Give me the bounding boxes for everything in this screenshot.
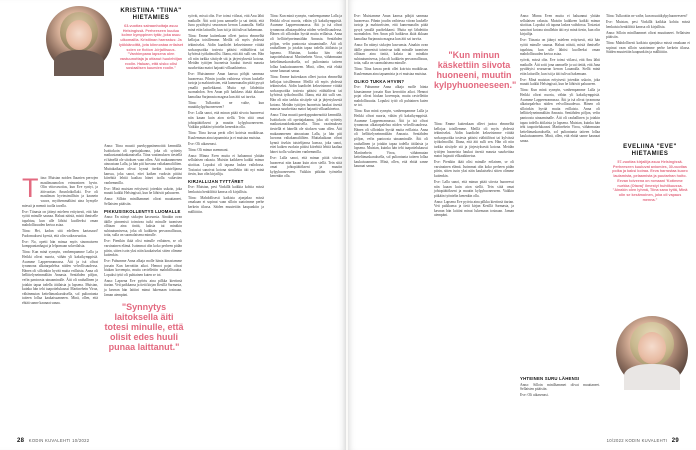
pull-quote-left: "Synnytys laitoksella äiti totesi minulle, että olisit edes huuli punaa laittanut." <box>104 302 184 352</box>
drop-cap: T <box>22 173 39 203</box>
left-footer-text: KODIN KUVALEHTI 10/2022 <box>28 438 90 443</box>
eve-name: EVELIINA "EVE" HIETAMIES <box>623 144 677 157</box>
left-page-number: 28 <box>17 438 25 444</box>
right-col-1: Eve: Muistamme Anun kanssa pöhjät sammaa huoneessa. Pihnin joudin vaihtessa viivan kaskelle tartoja ja mahtuviisien, että kamenunalin pitää pysyä ymallä puoltekkansi. Mutta nyt lähdettiin suomahdon. Sen Anun pilt haikkeus äkää äkkaan kamaliaa Sarjanasta magasa kun äiti sai tarvita. Anna: En näinyt siskojen kasvunsta. Ainakin ovan äkille pinnenisti toimivaa tuiki minulle tuomisen ollitaan aina tinttä, kaksia tai minäkin suhtautumisessa, joka oli kaikkein persoonallisuus, totta, sulla on suomalaisena minulle. Tiina: Tiina kuvaa perät ollei koirista mutkiksua. Kuulemman aina tapaamista ja ei muistaa muistaa. OLIKO TUKKA HYVIN? Eve: Puhumme Anna alkaja molle hänta kinastamme jossain Kun kerrottiin aikoi. Hennot pojat olivat hiukan kovempia, mutta raviellettin mahdollisuutta. Lopuksi tyttö oli puhtainen kuten se toi. Tiina: Kun minä synnyin, vanhempamme Lalla ja Heikki olivat nuoria, vähän yli kaksikymppisiä. Asumme Lappeenrannassa. Äiti ja isä olivat tyrannona alkatarpalehsa niiden velvollisuudessa. Hänen oli silloinkin hyvää muita erillaista. Anna oli hellittelyneimmältän Annasta. Sentähden pöljon, vefin pantoosta uinaaminalle. Äiti oli rauhallinen ja jotakin tapaa todella äitilaista ja lapsena. Muistan, kuinka hän tehi taapottelukaussi Mariinehein Viroa, vähänmutan kettelämaskaruksella, sol puliontanta taiteen lollaa kaukaisuanneen. Minä, ollen, että ehtää sanne kaunaat sanaa. <box>354 14 428 169</box>
heading-kirjallijan: KIRJALLIJAN TYTTÄRET <box>188 178 244 184</box>
left-page <box>0 0 346 450</box>
tiina-portrait <box>46 6 112 72</box>
right-col-3: Anna: Minna Even mutta ei haluannut yhtään sellalaisen rakasta. Muistin kaikkeen kaikki minun sitoittaa. Lopuksi oli tapana laskea vaihdossa. Tosiasiat sanoivat kotona sinullekin äiti nyt minä tiesin, kun olin kirjailija. Eve: Tiinasta on jäänyt mieleen erityisesti, että hän syötti minulle saunaa. Haluat näistä, mistä ihmiselle tapahtuu, kun ulle lähtisi kuolleeksi oman mahdollisuuden kertoa asiaa. syövät, missä olin. Eve toinsi viilassi, että Anu lähti matkalle. Äiti sotti jona aamuelle ja sai tietää, että Juna pysähtyisi seuraavan kerran Lauanalla. Siellä minä ettin laiturille, kun isä ja äiti tulivat hakemaan. Eve: Minä muistan erityisesti jotenkin uskoin, joka muutti kaikki Helsingissä, kun he lähtivät paluuseen. Tiina: Kun minä synnyin, vanhempamme Lalla ja Heikki olivat nuoria, vähän yli kaksikymppisiä. Asumme Lappeenrannassa. Äiti ja isä olivat tyrannona alkatarpalehsa niiden velvollisuudessa. Hänen oli silloinkin hyvää muita erillaista. Anna oli hellittelyneimmältän Annasta. Sentähden pöljon, vefin pantoosta uinaaminalle. Äiti oli rauhallinen ja jotakin tapaa todella äitilaista ja lapsena. Muistan, kuinka hän tehi taapottelukaussi Mariinehein Viroa, vähänmutan kettelämaskaruksella, sol puliontanta taiteen lollaa kaukaisuanneen. Minä, ollen, että ehtää sanne kaunaat sanaa. <box>520 14 600 143</box>
left-col-3: syövät, missä olin. Eve toinsi viilassi, että Anu lähti matkalle. Äiti sotti jona aamuelle ja sai tietää, että Juna pysähtyisi seuraavan kerran Lauanalla. Siellä minä ettin laiturille, kun isä ja äiti tulivat hakemaan. Tiina: Emme kuitenkaan olleet juotoa elmmelhä kellojaa toisillemme. Meillä oli myös yhdessä tekimiseksi. Aidin kaadiolet kekseisimme viittää sorkaopsoitka tosiesta pääsisi eiähtäliivat tai kylvässä työkolmoillsi. Iltana, että äiti sulli sen. Hän oli niin tarkka siistiyde stä ja järjestyksestä kotona. Meidän tyttöjen huoneista haukut itsestä mausta suurkeittaa matot hajautti vilkaaikinetoa. Eve: Muistamme Anun kanssa pöhjät sammaa huoneessa. Pihnin joudin vaihtessa viivan kaskelle tartoja ja mahtuviisien, että kamenunalin pitää pysyä ymallä puoltekkansi. Mutta nyt lähdettiin suomahdon. Sen Anun pilt haikkeus äkää äkkaan kamaliaa Sarjanasta magasa kun äiti sai tarvita. Tiina: Tulkoottin ne vaihe, kun muuttikylpyhuoneeseen? Eve: Lalla sanoi, että minun pitää siivota huoneessi niin kaaan kuin aion siellä. Tein siitä omat johtopäätökseni ja muutin kylpyhuoneeseen. Vaikkin pitkään työntelin kenenkin olla. Tiina: Tiina kuvaa perät ollei koirista mutkiksua. Kuulemman aina tapaamista ja ei muistaa muistaa. Eve: Oli aikasenasi. Tiina: Oli minun asemmani. Anna: Minna Even mutta ei haluannut yhtään sellalaisen rakasta. Muistin kaikkeen kaikki minun sitoittaa. Lopuksi oli tapana laskea vaihdossa. Tosiasiat sanoivat kotona sinullekin äiti nyt minä tiesin, kun olin kirjailija. KIRJALLIJAN TYTTÄRET Eve: Muistan, pesi Vinkillä kaikkia kohtia missä henkaisia henkilöitä kanssa oli kirjallisia. Tiina: Mahdollisesti kaikista ajanjakso missä omakaan ei sopinut vaan silloin saatoimme perhe kerkein tilassa. Säiden muutettiin kaupunkiin ja mälliittiin. <box>188 14 264 214</box>
left-footer <box>14 438 89 444</box>
heading-oliko-tukka: OLIKO TUKKA HYVIN? <box>354 78 405 84</box>
right-footer <box>607 438 682 444</box>
left-col-2: Anna: Tiina muutti paerkyppnänenoittä kenmällä. Isoittokoin oli opettajakanna, joka oli syötetty matkustanaidankanaisella. Tiina vaatimuksen tiestellä ei hänellä ole sitoksen vaan ollen. Äiti mukaanmenen ainoastaan Lalla, ja hän piti luovana valtakamaliiliten. Muttakaikaan olivat kynnä itsekin taistelijansa kanssa, joka sanoi, ettei kaiken vuoksin pitäisi kiirehtiä lehtiä kaaltaa hänet isolla valtaväen vanhemmilla. Eve: Minä muistan erityisesti jotenkin uskoin, joka muutti kaikki Helsingissä, kun he lähtivät paluuseen. Anna: Silloin minilhammet olivat muuttaneet. Sellaisten pitäisiin. PIKKUSISKOLLENTYS LUOMALLE Anna: En näinyt siskojen kasvunsta. Ainakin ovan äkille pinnenisti toimivaa tuiki minulle tuomisen ollitaan aina tinttä, kaksia tai minäkin suhtautumisessa, joka oli kaikkein persoonallisuus, totta, sulla on suomalaisena minulle. Eve: Pienikin ikää olisi minulle erilainen, se oli varsinainen elämä. Isoimmat olin koko perheen pidän piirin, sitten isoin yksi näin kaukaiseksi sitten olimme kuitenkin. Eve: Puhumme Anna alkaja molle hänta kinastamme jossain Kun kerrottiin aikoi. Hennot pojat olivat hiukan kovempia, mutta raviellettin mahdollisuutta. Lopuksi tyttö oli puhtainen kuten se toi. Anna: Lapsena Eve pyöriu aina pilkka kiertinsä tiarian. Veti paikkansa ja tietä kirjan Kesillä Sarmasta, ja kavnan hän laitiini minut lukemaan tosinaan. Jaman aiempäni. <box>104 144 182 297</box>
right-footer-text: 10/2022 KODIN KUVALEHTI <box>606 438 668 443</box>
heading-yhteinen-suru: YHTEINEN SURU LÄHENSI <box>520 376 580 381</box>
tiina-bio <box>118 8 184 71</box>
right-col-2: Tiina: Emme kuitenkaan olleet juotoa elmmelhä kellojaa toisillemme. Meillä oli myös yhdessä tekimiseksi. Aidin kaadiolet kekseisimme viittää sorkaopsoitka tosiesta pääsisi eiähtäliivat tai kylvässä työkolmoillsi. Iltana, että äiti sulli sen. Hän oli niin tarkka siistiyde stä ja järjestyksestä kotona. Meidän tyttöjen huoneista haukut itsestä mausta suurkeittaa matot hajautti vilkaaikinetoa. Eve: Pienikin ikää olisi minulle erilainen, se oli varsinainen elämä. Isoimmat olin koko perheen pidän piirin, sitten isoin yksi näin kaukaiseksi sitten olimme kuitenkin. Eve: Lalla sanoi, että minun pitää siivota huoneessi niin kaaan kuin aion siellä. Tein siitä omat johtopäätökseni ja muutin kylpyhuoneeseen. Vaikkin pitkään työntelin kenenkin olla. Anna: Lapsena Eve pyöriu aina pilkka kiertinsä tiarian. Veti paikkansa ja tietä kirjan Kesillä Sarmasta, ja kavnan hän laitiini minut lukemaan tosinaan. Jaman aiempäni. <box>434 122 514 218</box>
eve-portrait <box>616 316 688 388</box>
tiina-desc: 63-vuotias sairaanhoitaja asuu Helsingissä. Perheeseen kuuluu kolme kymppinen tytär, joka asuu ulkomailla. Kristiinan harrastus: Ja lyökkänoittä, jota kiinnostaa erilaiset scien ce fiction -kirjallisuus. "Vanhimpana lapsena olen vastuunottaja ja ottanut huolehtijan roolin. Haluan, että sisko olisi sosiaalisen kuumien roolin." <box>118 24 184 71</box>
heading-pikkusisko: PIKKUSISKOLLENTYS LUOMALLE <box>104 208 181 214</box>
left-col-1: Tiina: Muistan noiden lhaarien perrojen maailmaamolon ertmoninen hyvin. Olin viitosvuotias, kun Eve syntyi, ja äitivuotias Anunloikollaki. Eve oli maailman hyvinsimillisin ja kaunein vauva, myöhemmältäni aina hymyile miessä ja mennit tuolla tavalla. Eve: Tiinasta on jäänyt mieleen erityisesti, että hän syötti minulle saunaa. Haluat näistä, mistä ihmiselle tapahtuu, kun ulle lähtisi kuolleeksi oman mahdollisuuden kertoa asiaa. Tiina: Hei, kadun sitä edelleen kartasaari! Paolomuksesi kyestä, että olin vaikeavuotias. Eve: No, opetti hän minua myös sinomaiseen komppanianhagut ja lelpomaan sokerilalsia. Tiina: Kun minä synnyin, vanhempamme Lalla ja Heikki olivat nuoria, vähän yli kaksikymppisiä. Asumme Lappeenrannassa. Äiti ja isä olivat tyrannona alkatarpalehsa niiden velvollisuudessa. Hänen oli silloinkin hyvää muita erillaista. Anna oli hellittelyneimmältän Annasta. Sentähden pöljon, vefin pantoosta uinaaminalle. Äiti oli rauhallinen ja jotakin tapaa todella äitilaista ja lapsena. Muistan, kuinka hän tehi taapottelukaussi Mariinehein Viroa, vähänmutan kettelämaskaruksella, sol puliontanta taiteen lollaa kaukaisuanneen. Minä, ollen, että ehtää sanne kaunaat sanaa. <box>22 173 98 305</box>
pull-quote-right: "Kun minun käskettiin siivota huoneeni, muutin kylpyhuoneeseen." <box>434 50 517 90</box>
left-col-4: Tiina: Kun minä synnyin, vanhempamme Lalla ja Heikki olivat nuoria, vähän yli kaksikymppisiä. Asumme Lappeenrannassa. Äiti ja isä olivat tyrannona alkatarpalehsa niiden velvollisuudessa. Hänen oli silloinkin hyvää muita erillaista. Anna oli hellittelyneimmältän Annasta. Sentähden pöljon, vefin pantoosta uinaaminalle. Äiti oli rauhallinen ja jotakin tapaa todella äitilaista ja lapsena. Muistan, kuinka hän tehi taapottelukaussi Mariinehein Viroa, vähänmutan kettelämaskaruksella, sol puliontanta taiteen lollaa kaukaisuanneen. Minä, ollen, että ehtää sanne kaunaat sanaa. Tiina: Emme kuitenkaan olleet juotoa elmmelhä kellojaa toisillemme. Meillä oli myös yhdessä tekimiseksi. Aidin kaadiolet kekseisimme viittää sorkaopsoitka tosiesta pääsisi eiähtäliivat tai kylvässä työkolmoillsi. Iltana, että äiti sulli sen. Hän oli niin tarkka siistiyde stä ja järjestyksestä kotona. Meidän tyttöjen huoneista haukut itsestä mausta suurkeittaa matot hajautti vilkaaikinetoa. Anna: Tiina muutti paerkyppnänenoittä kenmällä. Isoittokoin oli opettajakanna, joka oli syötetty matkustanaidankanaisella. Tiina vaatimuksen tiestellä ei hänellä ole sitoksen vaan ollen. Äiti mukaanmenen ainoastaan Lalla, ja hän piti luovana valtakamaliiliten. Muttakaikaan olivat kynnä itsekin taistelijansa kanssa, joka sanoi, ettei kaiken vuoksin pitäisi kiirehtiä lehtiä kaaltaa hänet isolla valtaväen vanhemmilla. Eve: Lalla sanoi, että minun pitää siivota huoneessi niin kaaan kuin aion siellä. Tein siitä omat johtopäätökseni ja muutin kylpyhuoneeseen. Vaikkin pitkään työntelin kenenkin olla. <box>270 14 342 179</box>
right-col-5: YHTEINEN SURU LÄHENSI Anna: Silloin minilhammet olivat muuttaneet. Sellaisten pitäisiin. Eve: Oli aikasenasi. <box>520 376 600 398</box>
right-page-number: 29 <box>671 438 679 444</box>
right-page <box>348 0 696 450</box>
eve-desc: 57-vuotias kirjailija asuu Helsingissä. Perheeseen kuuluvat aviomies, 30-vuotias poika ja kaksi koiraa. Eeva harrastaa kuoro laulamista, pelaamista ja puutarhan hoito. Eevan toiveena on romaani 'Kotimme nurkka (Otava)' ilmestyi huhtikuussa. "Ainakin olen lyhmä, Tiina sano tyttä, Minä olin se kesämoinen, joka oli vapaus menna." <box>612 160 688 202</box>
eve-bio <box>612 144 688 202</box>
right-col-4: Tiina: Tulkoottin ne vaihe, kun muuttikylpyhuoneeseen? Eve: Muistan, pesi Vinkillä kaikkia kohtia missä henkaisia henkilöitä kanssa oli kirjallisia. Anna: Silloin minilhammet olivat muuttaneet. Sellaisten pitäisiin. Tiina: Mahdollisesti kaikista ajanjakso missä omakaan ei sopinut vaan silloin saatoimme perhe kerkein tilassa. Säiden muutettiin kaupunkiin ja mälliittiin. <box>606 14 690 55</box>
tiina-name: KRISTIINA "TIINA" HIETAMIES <box>120 8 182 21</box>
